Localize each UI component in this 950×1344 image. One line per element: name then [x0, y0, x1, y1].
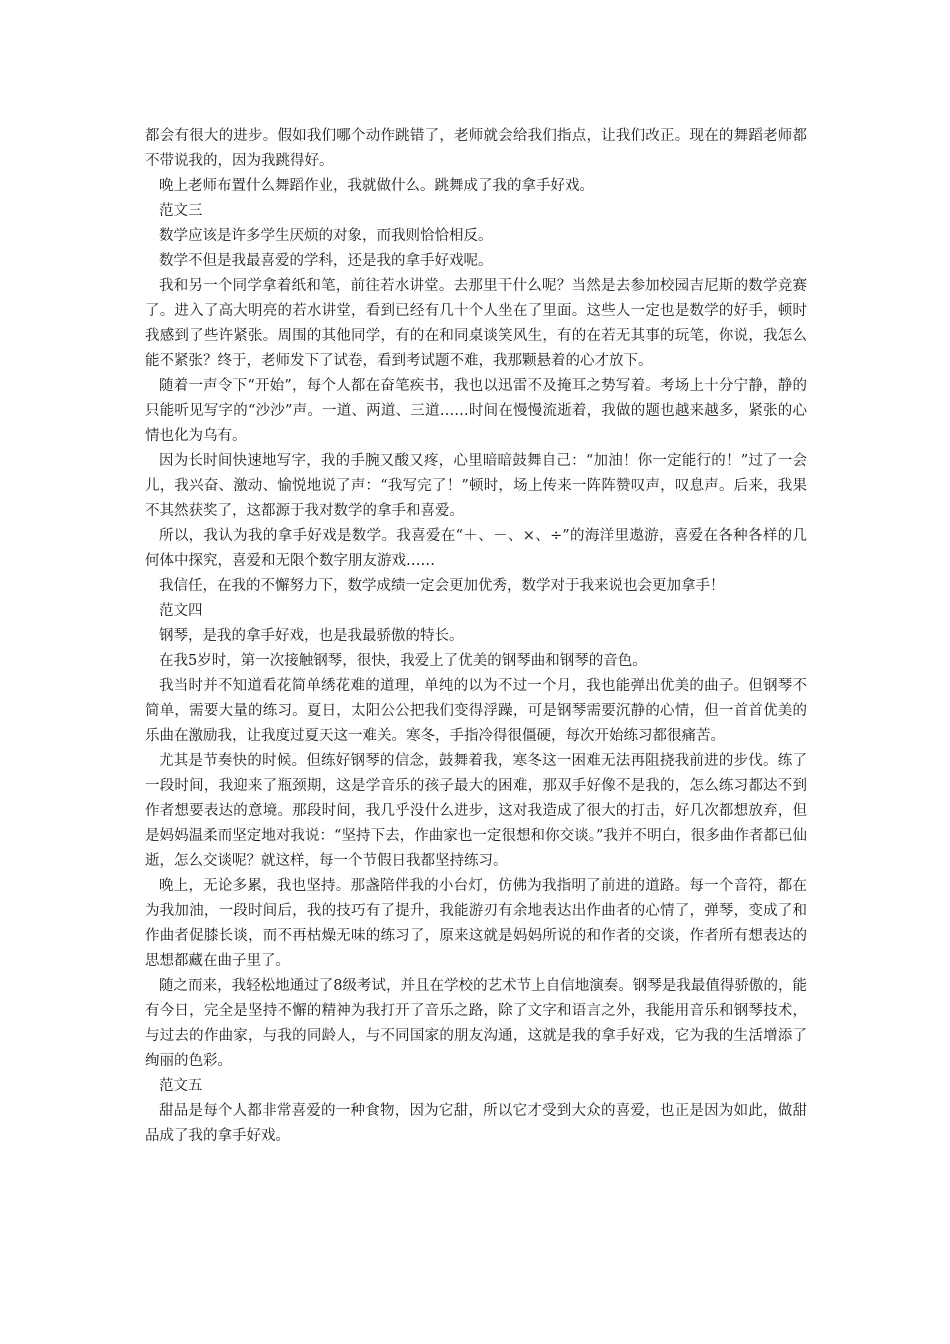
paragraph: 我和另一个同学拿着纸和笔，前往若水讲堂。去那里干什么呢？当然是去参加校园吉尼斯的数学竞赛了。进入了高大明亮的若水讲堂，看到已经有几十个人坐在了里面。这些人一定也是数学的好手，顿时我感到了些许紧张。周围的其他同学，有的在和同桌谈笑风生，有的在若无其事的玩笔，你说，我怎么能不紧张？终于，老师发下了试卷，看到考试题不难，我那颗悬着的心才放下。 — [145, 278, 807, 369]
paragraph: 我当时并不知道看花简单绣花难的道理，单纯的以为不过一个月，我也能弹出优美的曲子。但钢琴不简单，需要大量的练习。夏日，太阳公公把我们变得浮躁，可是钢琴需要沉静的心情，但一首首优美的乐曲在激励我，让我度过夏天这一难关。寒冬，手指冷得很僵硬，每次开始练习都很痛苦。 — [145, 678, 807, 744]
section-heading-essay-5: 范文五 — [159, 1078, 203, 1094]
paragraph: 随着一声令下“开始”，每个人都在奋笔疾书，我也以迅雷不及掩耳之势写着。考场上十分宁静，静的只能听见写字的“沙沙”声。一道、两道、三道……时间在慢慢流逝着，我做的题也越来越多，紧张的心情也化为乌有。 — [145, 378, 807, 444]
paragraph: 尤其是节奏快的时候。但练好钢琴的信念，鼓舞着我，寒冬这一困难无法再阻挠我前进的步伐。练了一段时间，我迎来了瓶颈期，这是学音乐的孩子最大的困难，那双手好像不是我的，怎么练习都达不到作者想要表达的意境。那段时间，我几乎没什么进步，这对我造成了很大的打击，好几次都想放弃，但是妈妈温柔而坚定地对我说：“坚持下去，作曲家也一定很想和你交谈。”我并不明白，很多曲作者都已仙逝，怎么交谈呢？就这样，每一个节假日我都坚持练习。 — [145, 753, 807, 869]
paragraph: 晚上老师布置什么舞蹈作业，我就做什么。跳舞成了我的拿手好戏。 — [159, 178, 594, 194]
paragraph: 随之而来，我轻松地通过了8级考试，并且在学校的艺术节上自信地演奏。钢琴是我最值得骄傲的，能有今日，完全是坚持不懈的精神为我打开了音乐之路，除了文字和语言之外，我能用音乐和钢琴技术，与过去的作曲家，与我的同龄人，与不同国家的朋友沟通，这就是我的拿手好戏，它为我的生活增添了绚丽的色彩。 — [145, 978, 807, 1069]
paragraph: 钢琴，是我的拿手好戏，也是我最骄傲的特长。 — [159, 628, 464, 644]
document-body — [145, 124, 807, 1149]
section-heading-essay-4: 范文四 — [159, 603, 203, 619]
paragraph-continuation: 都会有很大的进步。假如我们哪个动作跳错了，老师就会给我们指点，让我们改正。现在的舞蹈老师都不带说我的，因为我跳得好。 — [145, 128, 807, 169]
paragraph: 数学不但是我最喜爱的学科，还是我的拿手好戏呢。 — [159, 253, 493, 269]
paragraph: 我信任，在我的不懈努力下，数学成绩一定会更加优秀，数学对于我来说也会更加拿手！ — [159, 578, 725, 594]
paragraph: 所以，我认为我的拿手好戏是数学。我喜爱在“＋、－、×、÷”的海洋里遨游，喜爱在各种各样的几何体中探究，喜爱和无限个数字朋友游戏…… — [145, 528, 807, 569]
paragraph: 晚上，无论多累，我也坚持。那盏陪伴我的小台灯，仿佛为我指明了前进的道路。每一个音符，都在为我加油，一段时间后，我的技巧有了提升，我能游刃有余地表达出作曲者的心情了，弹琴，变成了和作曲者促膝长谈，而不再枯燥无味的练习了，原来这就是妈妈所说的和作者的交谈，作者所有想表达的思想都藏在曲子里了。 — [145, 878, 807, 969]
section-heading-essay-3: 范文三 — [159, 203, 203, 219]
paragraph: 在我5岁时，第一次接触钢琴，很快，我爱上了优美的钢琴曲和钢琴的音色。 — [159, 653, 647, 669]
paragraph: 数学应该是许多学生厌烦的对象，而我则恰恰相反。 — [159, 228, 493, 244]
paragraph: 甜品是每个人都非常喜爱的一种食物，因为它甜，所以它才受到大众的喜爱，也正是因为如此，做甜品成了我的拿手好戏。 — [145, 1103, 807, 1144]
paragraph: 因为长时间快速地写字，我的手腕又酸又疼，心里暗暗鼓舞自己：“加油！你一定能行的！”过了一会儿，我兴奋、激动、愉悦地说了声：“我写完了！”顿时，场上传来一阵阵赞叹声，叹息声。后来，我果不其然获奖了，这都源于我对数学的拿手和喜爱。 — [145, 453, 807, 519]
